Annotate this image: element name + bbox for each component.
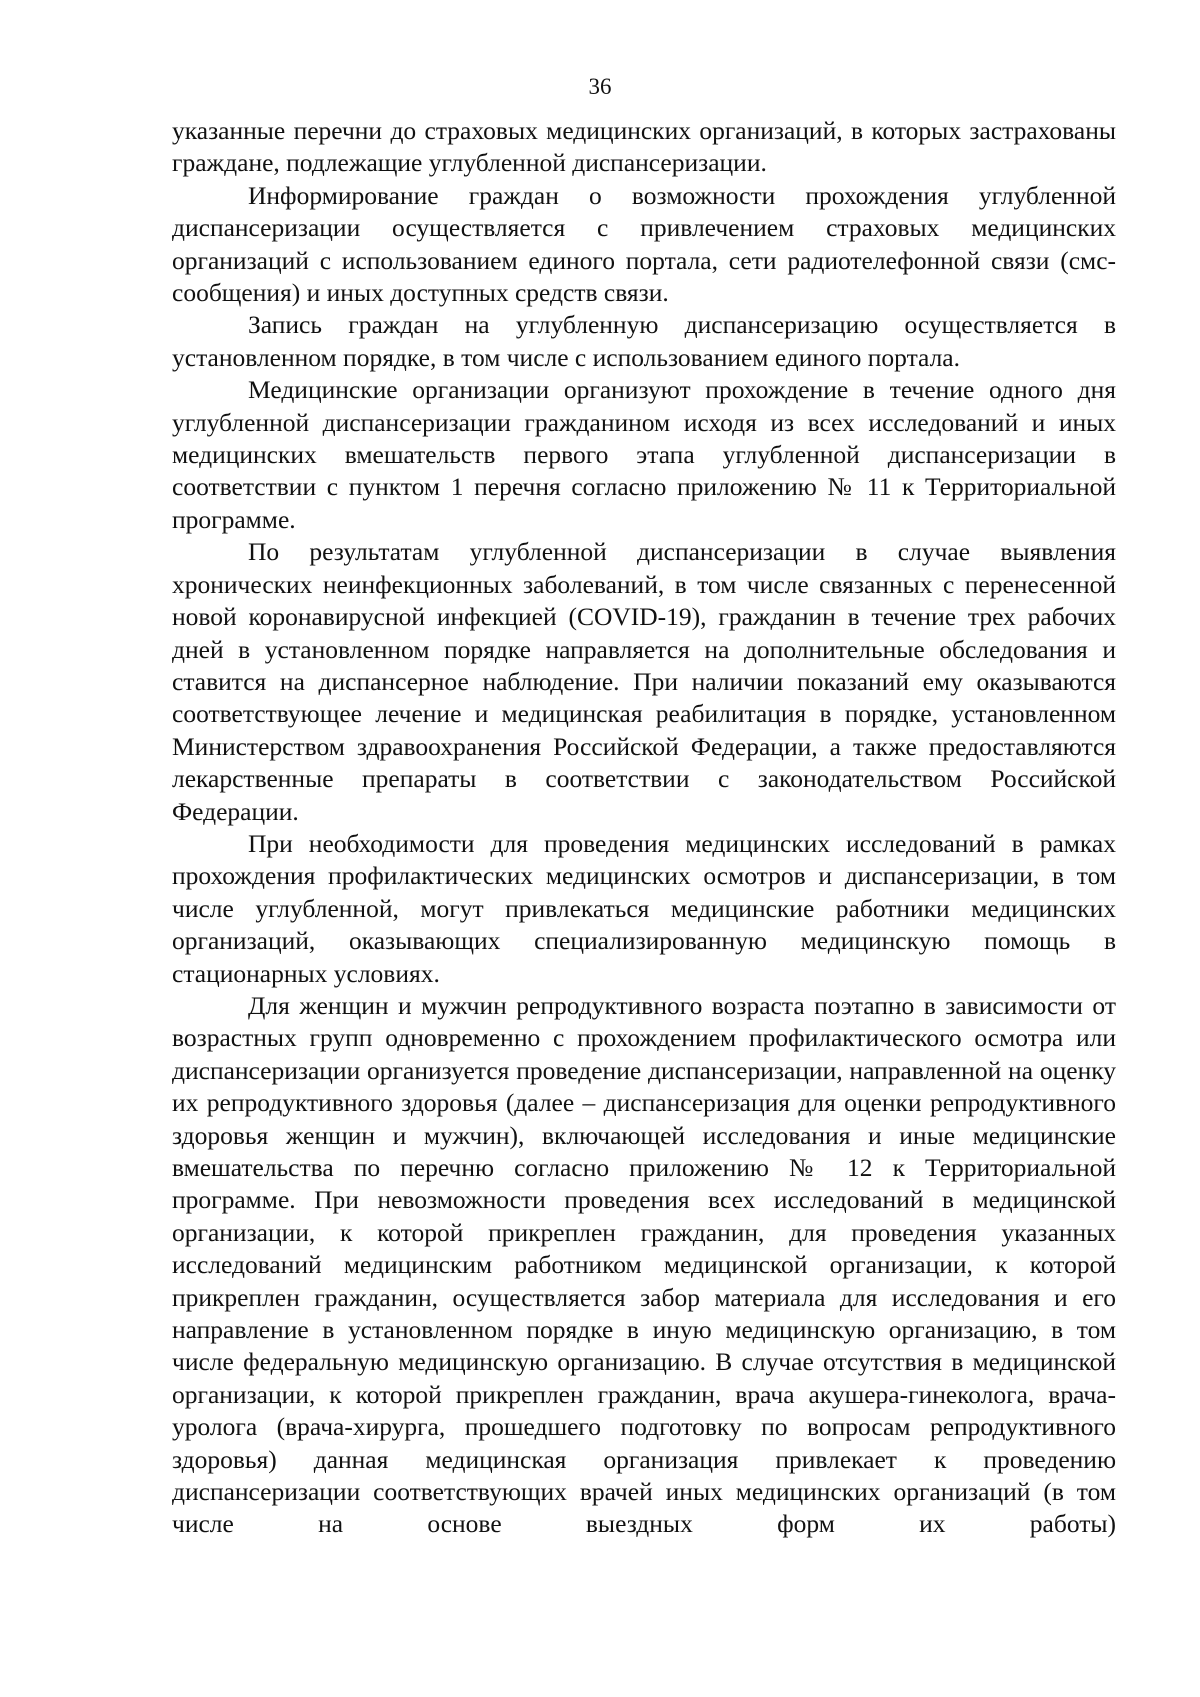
paragraph: Для женщин и мужчин репродуктивного возраста поэтапно в зависимости от возрастных групп одновременно с прохождением профилактического осмотра или диспансеризации организуется проведение диспансеризации, направленной на оценку их репродуктивного здоровья (далее – диспансеризация для оценки репродуктивного здоровья женщин и мужчин), включающей исследования и иные медицинские вмешательства по перечню согласно приложению № 12 к Территориальной программе. При невозможности проведения всех исследований в медицинской организации, к которой прикреплен гражданин, для проведения указанных исследований медицинским работником медицинской организации, к которой прикреплен гражданин, осуществляется забор материала для исследования и его направление в установленном порядке в иную медицинскую организацию, в том числе федеральную медицинскую организацию. В случае отсутствия в медицинской организации, к которой прикреплен гражданин, врача акушера-гинеколога, врача-уролога (врача-хирурга, прошедшего подготовку по вопросам репродуктивного здоровья) данная медицинская организация привлекает к проведению диспансеризации соответствующих врачей иных медицинских организаций (в том числе на основе выездных форм их работы): [172, 990, 1116, 1539]
paragraph: При необходимости для проведения медицинских исследований в рамках прохождения профилактических медицинских осмотров и диспансеризации, в том числе углубленной, могут привлекаться медицинские работники медицинских организаций, оказывающих специализированную медицинскую помощь в стационарных условиях.: [172, 828, 1116, 988]
document-body: [172, 115, 1116, 1541]
paragraph: По результатам углубленной диспансеризации в случае выявления хронических неинфекционных заболеваний, в том числе связанных с перенесенной новой коронавирусной инфекцией (COVID-19), гражданин в течение трех рабочих дней в установленном порядке направляется на дополнительные обследования и ставится на диспансерное наблюдение. При наличии показаний ему оказываются соответствующее лечение и медицинская реабилитация в порядке, установленном Министерством здравоохранения Российской Федерации, а также предоставляются лекарственные препараты в соответствии с законодательством Российской Федерации.: [172, 537, 1116, 826]
paragraph: Информирование граждан о возможности прохождения углубленной диспансеризации осуществляется с привлечением страховых медицинских организаций с использованием единого портала, сети радиотелефонной связи (смс-сообщения) и иных доступных средств связи.: [172, 180, 1116, 308]
paragraph: Запись граждан на углубленную диспансеризацию осуществляется в установленном порядке, в том числе с использованием единого портала.: [172, 310, 1116, 372]
paragraph: указанные перечни до страховых медицинских организаций, в которых застрахованы граждане, подлежащие углубленной диспансеризации.: [172, 116, 1116, 178]
page-number: 36: [588, 74, 612, 99]
paragraph: Медицинские организации организуют прохождение в течение одного дня углубленной диспансеризации гражданином исходя из всех исследований и иных медицинских вмешательств первого этапа углубленной диспансеризации в соответствии с пунктом 1 перечня согласно приложению № 11 к Территориальной программе.: [172, 375, 1116, 534]
